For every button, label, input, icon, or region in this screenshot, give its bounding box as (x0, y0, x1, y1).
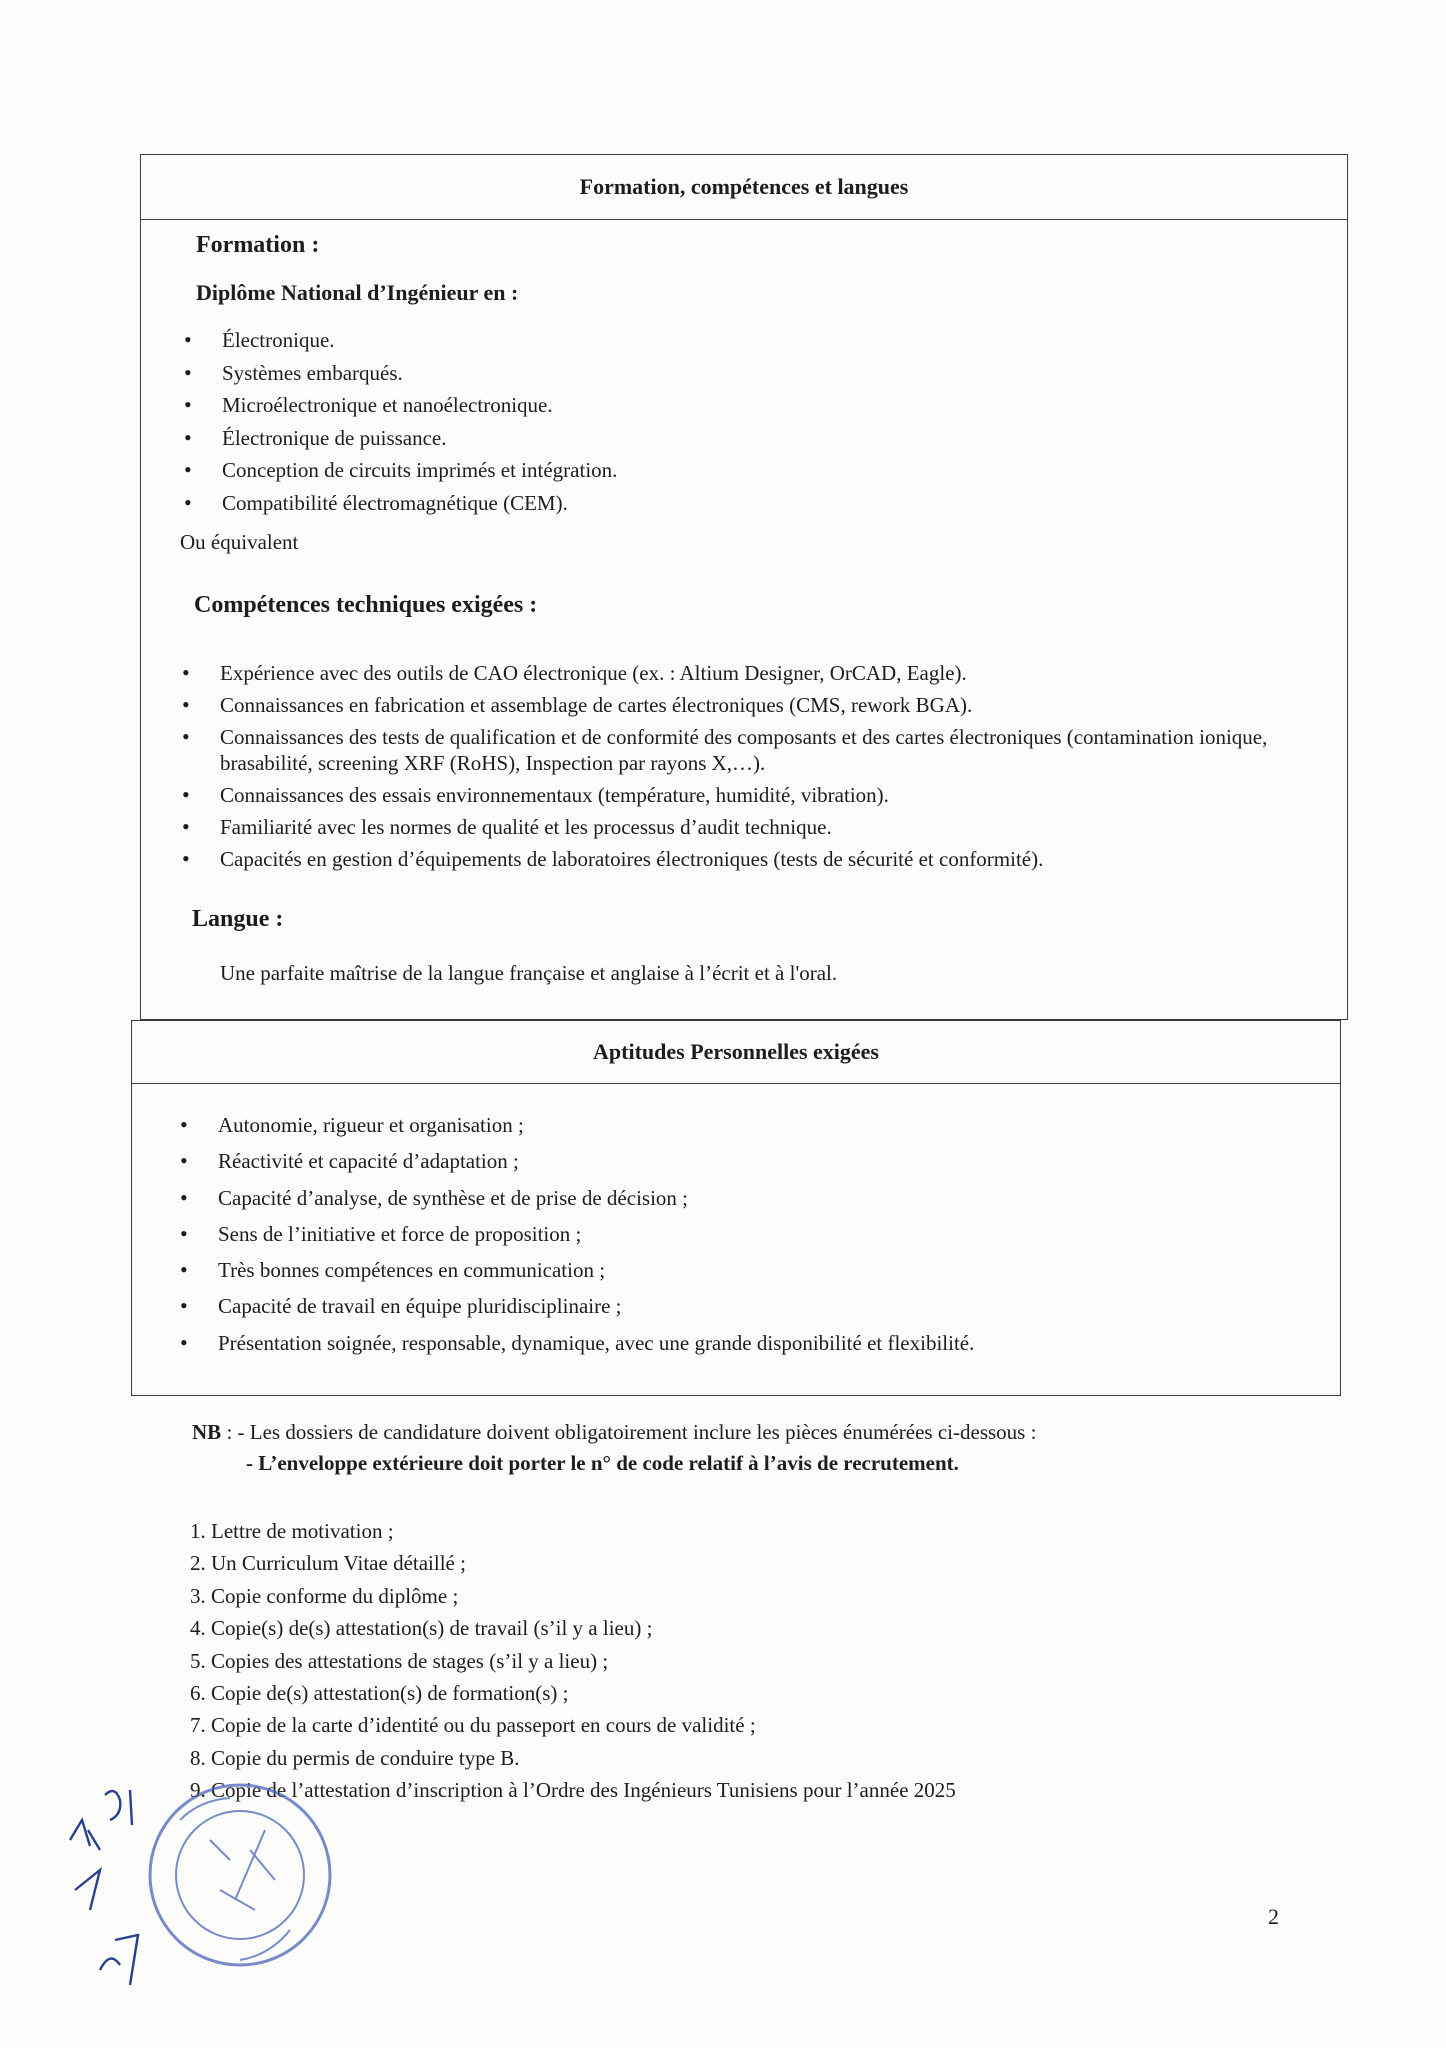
language-label: Langue : (192, 906, 284, 932)
document-item: 7. Copie de la carte d’identité ou du passeport en cours de validité ; (190, 1713, 756, 1738)
section-aptitudes-title: Aptitudes Personnelles exigées (132, 1021, 1340, 1084)
document-item: 3. Copie conforme du diplôme ; (190, 1583, 459, 1608)
language-text: Une parfaite maîtrise de la langue française et anglaise à l’écrit et à l'oral. (220, 961, 838, 985)
degree-item: • Compatibilité électromagnétique (CEM). (222, 487, 617, 520)
document-item: 4. Copie(s) de(s) attestation(s) de travail (s’il y a lieu) ; (190, 1616, 653, 1641)
skill-item: • Connaissances des tests de qualification et de conformité des composants et des cartes électroniques (contamination ionique, brasabilité, screening XRF (RoHS), Inspection par rayons X,…). (220, 724, 1360, 776)
skill-item: • Expérience avec des outils de CAO électronique (ex. : Altium Designer, OrCAD, Eagle). (220, 660, 1360, 686)
section-formation-title: Formation, compétences et langues (141, 155, 1347, 220)
document-item: 1. Lettre de motivation ; (190, 1519, 394, 1543)
formation-label: Formation : (196, 232, 320, 258)
aptitude-item: • Autonomie, rigueur et organisation ; (218, 1107, 974, 1143)
degree-item: • Systèmes embarqués. (222, 357, 617, 390)
document-item: 8. Copie du permis de conduire type B. (190, 1745, 520, 1770)
aptitude-item: • Réactivité et capacité d’adaptation ; (218, 1143, 974, 1179)
document-item: 5. Copies des attestations de stages (s’il y a lieu) ; (190, 1648, 609, 1673)
nb-line-1 (192, 1420, 1036, 1445)
nb-line-1-text: : - Les dossiers de candidature doivent obligatoirement inclure les pièces énumérées ci-dessous : (221, 1420, 1037, 1444)
degree-item: • Électronique de puissance. (222, 422, 617, 455)
aptitudes-list (218, 1107, 974, 1361)
skill-item: • Familiarité avec les normes de qualité et les processus d’audit technique. (220, 814, 1360, 840)
aptitude-item: • Sens de l’initiative et force de proposition ; (218, 1216, 974, 1252)
document-item: 9. Copie de l’attestation d’inscription à l’Ordre des Ingénieurs Tunisiens pour l’année 2025 (190, 1778, 956, 1803)
skill-item: • Connaissances des essais environnementaux (température, humidité, vibration). (220, 782, 1360, 808)
page-number: 2 (1268, 1904, 1279, 1929)
document-item: 2. Un Curriculum Vitae détaillé ; (190, 1551, 466, 1576)
skill-item: • Connaissances en fabrication et assemblage de cartes électroniques (CMS, rework BGA). (220, 692, 1360, 718)
degree-label: Diplôme National d’Ingénieur en : (196, 280, 519, 305)
degree-item: • Électronique. (222, 324, 617, 357)
skills-list (220, 660, 1360, 878)
aptitude-item: • Capacité d’analyse, de synthèse et de prise de décision ; (218, 1180, 974, 1216)
document-item: 6. Copie de(s) attestation(s) de formation(s) ; (190, 1680, 569, 1705)
skills-label: Compétences techniques exigées : (194, 592, 538, 618)
aptitude-item: • Présentation soignée, responsable, dynamique, avec une grande disponibilité et flexibilité. (218, 1325, 974, 1361)
nb-prefix: NB (192, 1420, 222, 1444)
nb-line-2: - L’enveloppe extérieure doit porter le n° de code relatif à l’avis de recrutement. (246, 1451, 959, 1475)
equivalent-text: Ou équivalent (180, 530, 299, 554)
degree-item: • Microélectronique et nanoélectronique. (222, 389, 617, 422)
skill-item: • Capacités en gestion d’équipements de laboratoires électroniques (tests de sécurité et conformité). (220, 846, 1360, 872)
degree-item: • Conception de circuits imprimés et intégration. (222, 454, 617, 487)
aptitude-item: • Très bonnes compétences en communication ; (218, 1252, 974, 1288)
degree-list (222, 324, 617, 519)
official-stamp (60, 1760, 340, 1990)
aptitude-item: • Capacité de travail en équipe pluridisciplinaire ; (218, 1288, 974, 1324)
